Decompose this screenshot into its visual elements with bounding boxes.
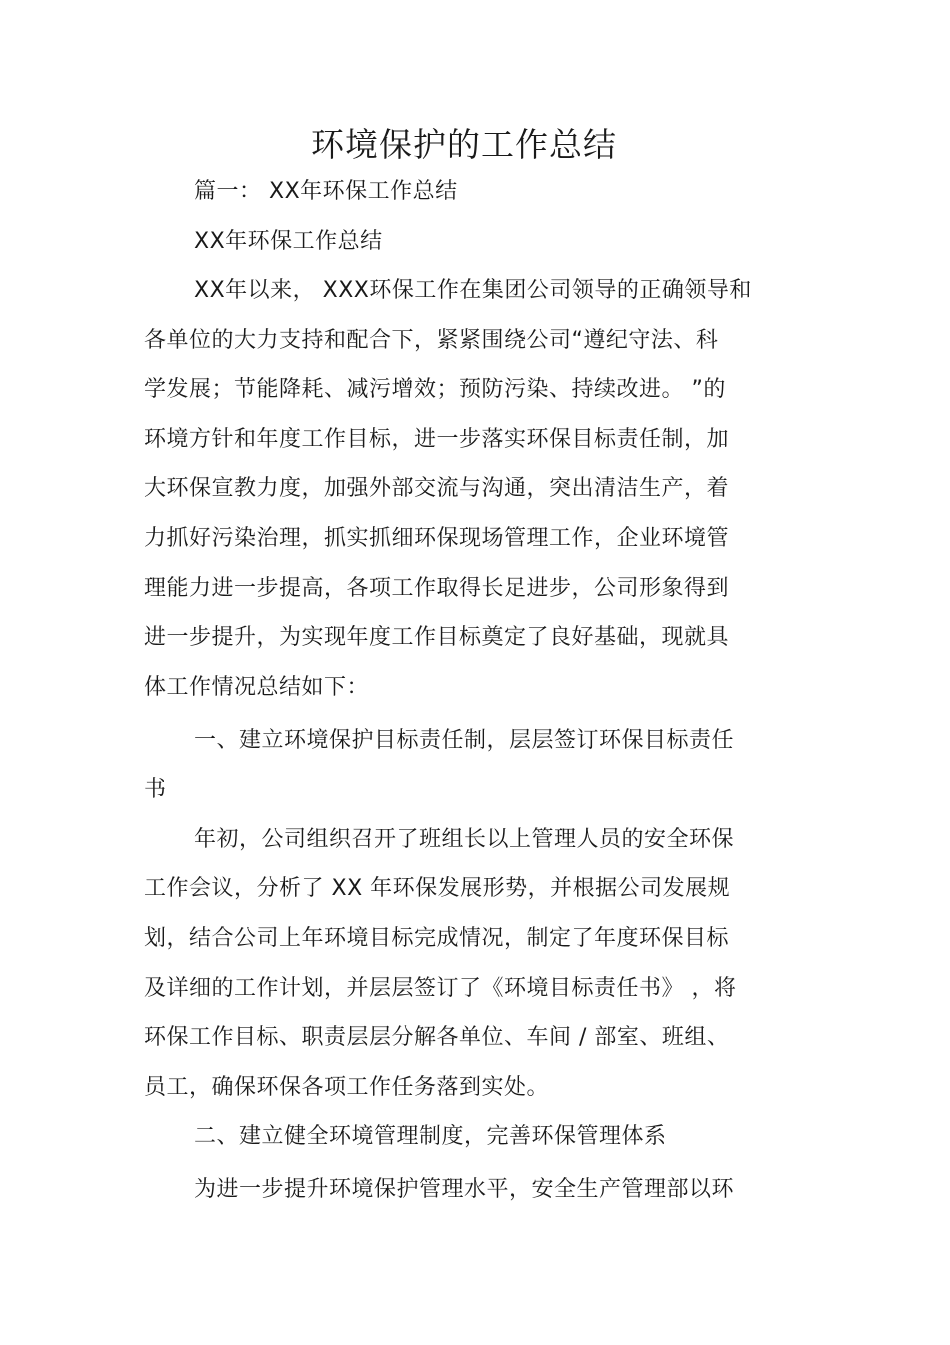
section-heading-continued: 书 [144,777,167,802]
paragraph-line: 理能力进一步提高，各项工作取得长足进步，公司形象得到 [144,576,730,601]
paragraph-line: 员工，确保环保各项工作任务落到实处。 [144,1075,550,1100]
paragraph-line: 环境方针和年度工作目标，进一步落实环保目标责任制，加 [144,427,730,452]
paragraph-line: 各单位的大力支持和配合下，紧紧围绕公司“遵纪守法、科 [144,328,719,353]
section-heading: 一、建立环境保护目标责任制，层层签订环保目标责任 [194,728,735,753]
document-title: 环境保护的工作总结 [311,125,617,164]
paragraph-line: 为进一步提升环境保护管理水平，安全生产管理部以环 [194,1177,735,1202]
subtitle-line: 篇一： XX年环保工作总结 [194,179,458,204]
paragraph-line: 环保工作目标、职责层层分解各单位、车间 / 部室、班组、 [144,1025,730,1050]
paragraph-line: 及详细的工作计划，并层层签订了《环境目标责任书》 ，将 [144,976,737,1001]
paragraph-line: 大环保宣教力度，加强外部交流与沟通，突出清洁生产，着 [144,476,730,501]
paragraph-line: XX年以来， XXX环保工作在集团公司领导的正确领导和 [194,278,752,303]
section-heading: 二、建立健全环境管理制度，完善环保管理体系 [194,1124,667,1149]
paragraph-line: 年初，公司组织召开了班组长以上管理人员的安全环保 [194,827,735,852]
paragraph-line: 学发展；节能降耗、减污增效；预防污染、持续改进。 ”的 [144,377,726,402]
section-heading: XX年环保工作总结 [194,229,383,254]
paragraph-line: 进一步提升，为实现年度工作目标奠定了良好基础，现就具 [144,625,730,650]
paragraph-line: 工作会议，分析了 XX 年环保发展形势，并根据公司发展规 [144,876,731,901]
paragraph-line: 体工作情况总结如下： [144,675,370,700]
paragraph-line: 力抓好污染治理，抓实抓细环保现场管理工作，企业环境管 [144,526,730,551]
paragraph-line: 划，结合公司上年环境目标完成情况，制定了年度环保目标 [144,926,730,951]
